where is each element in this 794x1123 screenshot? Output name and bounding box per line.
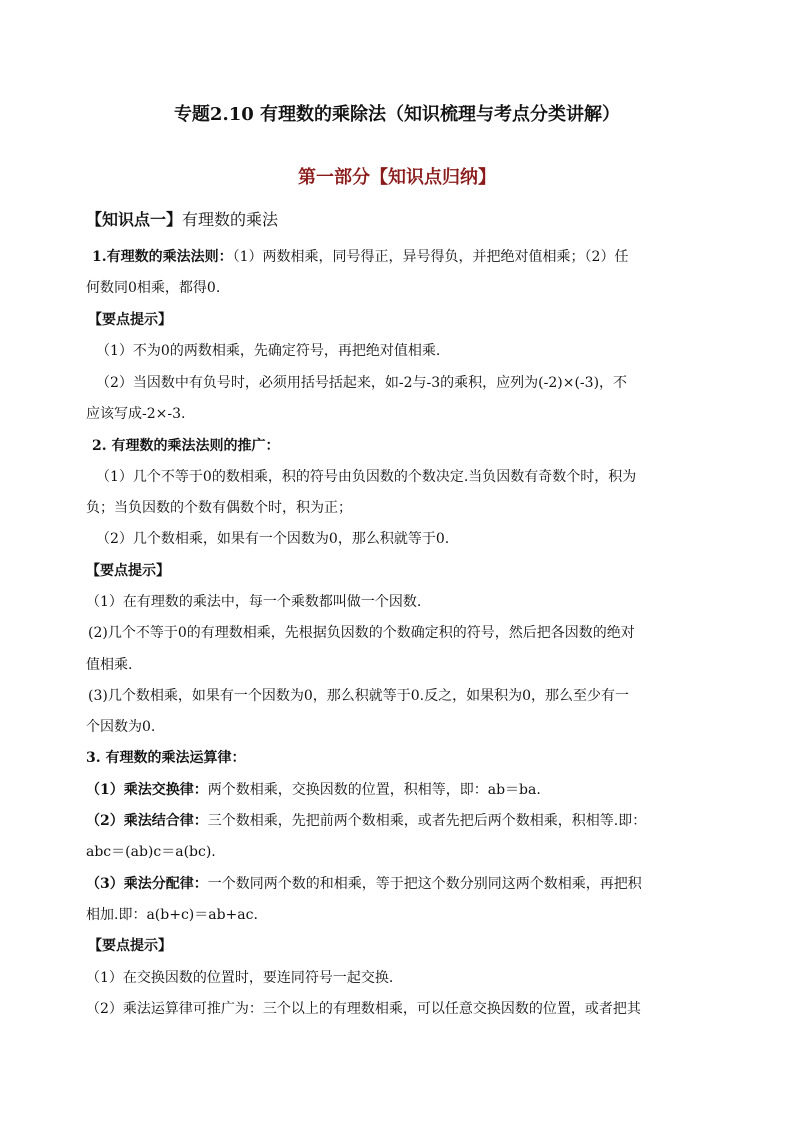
law2-text: 三个数相乘，先把前两个数相乘，或者先把后两个数相乘，积相等.即：: [207, 813, 647, 829]
tip2-item2-line2: 值相乘.: [86, 657, 133, 673]
law3-name: （3）乘法分配律：: [86, 876, 208, 892]
rule2-item1-line2: 负；当负因数的个数有偶数个时，积为正；: [86, 500, 352, 516]
law3-line2: 相加.即：a(b+c)＝ab+ac.: [86, 907, 258, 923]
document-title: 专题2.10 有理数的乘除法（知识梳理与考点分类讲解）: [173, 104, 621, 125]
law2-line: [86, 812, 776, 830]
law1-name: （1）乘法交换律：: [86, 782, 208, 798]
tip1-label: 【要点提示】: [88, 312, 172, 328]
rule1-label: 1.有理数的乘法法则：: [92, 249, 233, 265]
tip2-item1: （1）在有理数的乘法中，每一个乘数都叫做一个因数.: [86, 594, 422, 610]
section-heading-text: 有理数的乘法: [182, 210, 279, 229]
law3-text: 一个数同两个数的和相乘，等于把这个数分别同这两个数相乘，再把积: [207, 876, 642, 892]
rule2-item2: （2）几个数相乘，如果有一个因数为0，那么积就等于0.: [96, 531, 450, 547]
rule1-line1: [92, 248, 772, 266]
part-heading: 第一部分【知识点归纳】: [298, 167, 496, 188]
tip3-item2: （2）乘法运算律可推广为：三个以上的有理数相乘，可以任意交换因数的位置，或者把其: [86, 1001, 641, 1017]
rule2-label: 2. 有理数的乘法法则的推广：: [92, 438, 280, 454]
section-heading-prefix: 【知识点一】: [86, 210, 183, 229]
law1-line: [86, 781, 776, 799]
law3-line: [86, 875, 776, 893]
rule2-item1-line1: （1）几个不等于0的数相乘，积的符号由负因数的个数决定.当负因数有奇数个时，积为: [96, 469, 637, 485]
law2-formula: abc＝(ab)c＝a(bc).: [86, 844, 216, 860]
tip1-item2-line2: 应该写成-2×-3.: [86, 406, 186, 422]
rule1-text: （1）两数相乘，同号得正，异号得负，并把绝对值相乘；（2）任: [232, 249, 629, 265]
tip2-item3-line1: (3)几个数相乘，如果有一个因数为0，那么积就等于0.反之，如果积为0，那么至少有一: [88, 688, 630, 704]
tip1-item2-line1: （2）当因数中有负号时，必须用括号括起来，如-2与-3的乘积，应列为(-2)×(-3)，不: [96, 375, 628, 391]
rule3-label: 3. 有理数的乘法运算律：: [86, 750, 246, 766]
tip2-item3-line2: 个因数为0.: [86, 719, 156, 735]
tip2-item2-line1: (2)几个不等于0的有理数相乘，先根据负因数的个数确定积的符号，然后把各因数的绝对: [88, 625, 635, 641]
rule1-line2: 何数同0相乘，都得0.: [86, 280, 221, 296]
law2-name: （2）乘法结合律：: [86, 813, 208, 829]
tip2-label: 【要点提示】: [86, 563, 170, 579]
law1-text: 两个数相乘，交换因数的位置，积相等，即：ab＝ba.: [207, 782, 541, 798]
tip1-item1: （1）不为0的两数相乘，先确定符号，再把绝对值相乘.: [96, 343, 441, 359]
tip3-item1: （1）在交换因数的位置时，要连同符号一起交换.: [86, 970, 394, 986]
section-heading: [86, 210, 786, 230]
tip3-label: 【要点提示】: [88, 938, 172, 954]
